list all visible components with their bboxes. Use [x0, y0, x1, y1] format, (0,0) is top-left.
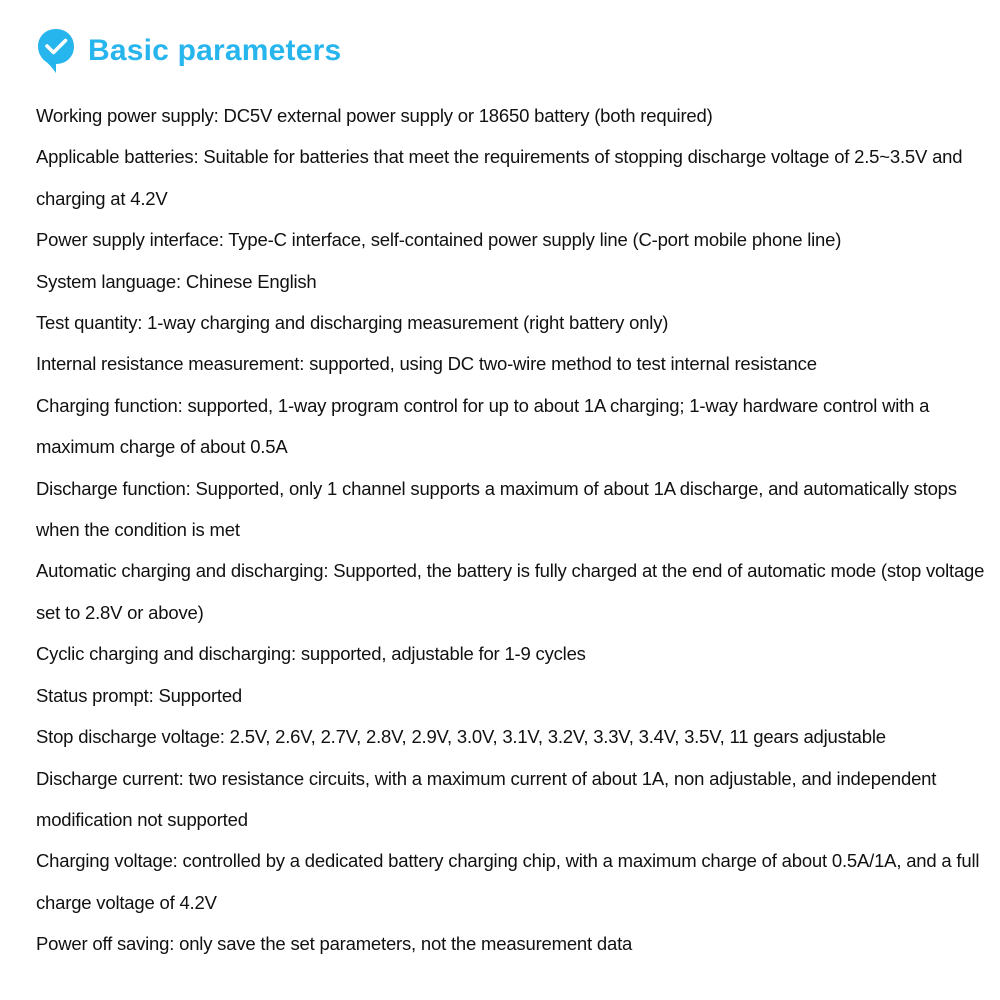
- param-cyclic-charging: Cyclic charging and discharging: supported, adjustable for 1-9 cycles: [36, 643, 586, 665]
- param-charging-function: Charging function: supported, 1-way program control for up to about 1A charging; 1-way hardware control with a maximum charge of about 0.5A: [36, 394, 930, 458]
- param-discharge-current: Discharge current: two resistance circuits, with a maximum current of about 1A, non adjustable, and independent modification not supported: [36, 767, 937, 830]
- check-bubble-icon: [36, 27, 76, 75]
- param-charging-voltage: Charging voltage: controlled by a dedicated battery charging chip, with a maximum charge of about 0.5A/1A, and a full charge voltage of 4.2V: [36, 850, 980, 913]
- param-discharge-function: Discharge function: Supported, only 1 channel supports a maximum of about 1A discharge, and automatically stops when the condition is met: [36, 477, 957, 541]
- param-stop-discharge-voltage: Stop discharge voltage: 2.5V, 2.6V, 2.7V, 2.8V, 2.9V, 3.0V, 3.1V, 3.2V, 3.3V, 3.4V, 3.5V, 11 gears adjustable: [36, 726, 886, 748]
- param-automatic-charging: Automatic charging and discharging: Supported, the battery is fully charged at the end of automatic mode (stop voltage set to 2.8V or above): [36, 560, 985, 623]
- param-status-prompt: Status prompt: Supported: [36, 684, 243, 706]
- param-test-quantity: Test quantity: 1-way charging and discharging measurement (right battery only): [36, 312, 669, 334]
- param-system-language: System language: Chinese English: [36, 270, 317, 292]
- section-header: [36, 26, 341, 76]
- param-working-power-supply: Working power supply: DC5V external power supply or 18650 battery (both required): [36, 105, 713, 126]
- param-power-supply-interface: Power supply interface: Type-C interface, self-contained power supply line (C-port mobile phone line): [36, 229, 842, 251]
- param-power-off-saving: Power off saving: only save the set parameters, not the measurement data: [36, 933, 633, 955]
- parameter-list: [36, 95, 986, 965]
- page-title: Basic parameters: [88, 34, 342, 67]
- param-internal-resistance: Internal resistance measurement: supported, using DC two-wire method to test internal resistance: [36, 353, 817, 375]
- param-applicable-batteries: Applicable batteries: Suitable for batteries that meet the requirements of stopping discharge voltage of 2.5~3.5V and charging at 4.2V: [36, 146, 963, 209]
